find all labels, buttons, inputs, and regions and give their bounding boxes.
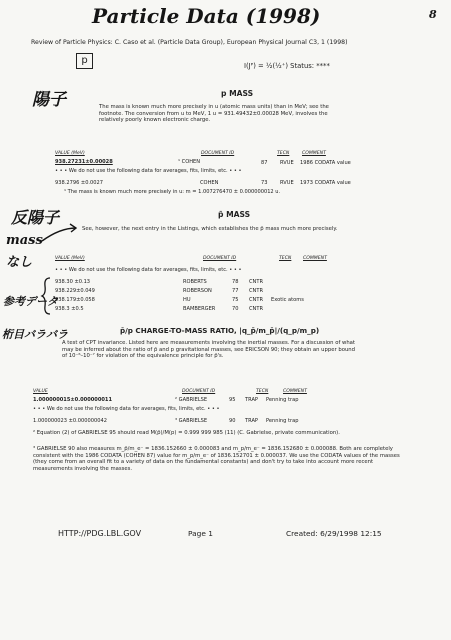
pbar-col-value: VALUE (MeV)	[55, 256, 85, 261]
pbar-col-doc: DOCUMENT ID	[203, 256, 237, 261]
p-mass-intro: The mass is known much more precisely in u (atomic mass units) than in MeV; see the footnote. The conversion from u to MeV, 1 u = 931.49432±0.00028 MeV, involves the relatively poorly known electronic charge.	[99, 104, 329, 124]
row-tecn: TRAP	[245, 418, 259, 424]
row-year: 77	[232, 288, 239, 294]
row-value: 938.27231±0.00028	[55, 159, 113, 165]
row-tecn: CNTR	[249, 279, 264, 285]
footer-page: Page 1	[188, 529, 213, 538]
p-mass-col-doc: DOCUMENT ID	[201, 151, 235, 156]
row-value: 938.2796 ±0.0027	[55, 180, 104, 186]
p-mass-title: p MASS	[221, 89, 254, 98]
row-doc: ROBERTS	[183, 279, 207, 285]
row-value: 1.000000023 ±0.000000042	[33, 418, 107, 424]
row-comment: Exotic atoms	[271, 297, 304, 303]
row-year: 95	[229, 397, 236, 403]
ratio-col-value: VALUE	[33, 389, 48, 394]
row-value: 1.000000015±0.000000011	[33, 397, 113, 403]
row-doc: HU	[183, 297, 191, 303]
footer-created: Created: 6/29/1998 12:15	[286, 529, 382, 538]
pbar-mass-title: p̄ MASS	[218, 210, 251, 219]
row-tecn: TRAP	[245, 397, 259, 403]
particle-box	[76, 53, 93, 69]
pbar-col-comment: COMMENT	[303, 256, 327, 261]
row-year: 70	[232, 306, 239, 312]
row-year: 75	[232, 297, 239, 303]
ratio-col-comment: COMMENT	[283, 389, 307, 394]
handwritten-title: Particle Data (1998)	[92, 4, 321, 28]
particle-symbol: p	[81, 55, 88, 66]
handwritten-reference-data: 参考データ	[3, 295, 58, 308]
ratio-col-tecn: TECN	[256, 389, 269, 394]
ratio-intro: A test of CPT invariance. Listed here are measurements involving the inertial masses. For a discussion of what may be inferred about the ratio of p̄ and p gravitational masses, see ERICSON 90; they obtain an upper bound of 10⁻⁶–10⁻⁷ for violation of the equivalence principle for p̄'s.	[62, 340, 356, 360]
row-comment: Penning trap	[266, 397, 299, 403]
handwritten-page-number: 8	[429, 8, 437, 21]
row-tecn: RVUE	[280, 180, 294, 186]
handwritten-mass-none-2: なし	[6, 255, 33, 270]
ratio-col-doc: DOCUMENT ID	[182, 389, 216, 394]
row-tecn: CNTR	[249, 297, 264, 303]
row-doc: ³ GABRIELSE	[175, 418, 208, 424]
quantum-numbers: I(Jᴾ) = ½(½⁺) Status: ****	[244, 62, 330, 70]
p-mass-col-tecn: TECN	[277, 151, 290, 156]
row-doc: ¹ COHEN	[178, 159, 201, 165]
ratio-footnote-3: ³ GABRIELSE 90 also measures m_p̄/m_e⁻ = 1836.152660 ± 0.000083 and m_p/m_e⁻ = 1836.152680 ± 0.000088. Both are completely consistent with the 1986 CODATA (COHEN 87) value for m_p/m_e⁻ of 1836.152701 ± 0.000037. We use the CODATA values of the masses (they come from an overall fit to a variety of data on the fundamental constants) and don't try to take into account more recent measurements involving the masses.	[33, 446, 400, 472]
row-tecn: CNTR	[249, 306, 264, 312]
row-year: 90	[229, 418, 236, 424]
citation: Review of Particle Physics: C. Caso et al. (Particle Data Group), European Physical Journal C3, 1 (1998)	[31, 39, 348, 46]
pbar-col-tecn: TECN	[279, 256, 292, 261]
pbar-mass-intro: See, however, the next entry in the Listings, which establishes the p̄ mass much more precisely.	[82, 226, 338, 232]
handwritten-antiproton-note: 反陽子	[11, 208, 60, 227]
row-tecn: CNTR	[249, 288, 264, 294]
row-tecn: RVUE	[280, 160, 294, 166]
footer-url[interactable]: HTTP://PDG.LBL.GOV	[58, 529, 142, 538]
pbar-unused-note: • • • We do not use the following data for averages, fits, limits, etc. • • •	[55, 267, 242, 273]
ratio-unused-note: • • • We do not use the following data for averages, fits, limits, etc. • • •	[33, 406, 220, 412]
row-comment: 1973 CODATA value	[300, 180, 351, 186]
row-value: 938.179±0.058	[55, 297, 95, 303]
row-value: 938.30 ±0.13	[55, 279, 91, 285]
p-mass-col-comment: COMMENT	[302, 151, 326, 156]
handwritten-mass-none: mass	[6, 233, 43, 248]
unused-data-note: • • • We do not use the following data for averages, fits, limits, etc. • • •	[55, 168, 242, 174]
row-doc: COHEN	[200, 180, 219, 186]
p-mass-col-value: VALUE (MeV)	[55, 151, 85, 156]
row-doc: ² GABRIELSE	[175, 397, 208, 403]
row-value: 938.229±0.049	[55, 288, 95, 294]
handwritten-digits-scatter: 桁目バラバラ	[2, 328, 68, 341]
ratio-title: p̄/p CHARGE-TO-MASS RATIO, |q_p̄/m_p̄|/(q_p/m_p)	[120, 326, 320, 335]
ratio-footnote-2: ² Equation (2) of GABRIELSE 95 should read M(p̄)/M(p) = 0.999 999 985 (11) (C. Gabrielse, private communication).	[33, 430, 340, 436]
handwritten-proton-note: 陽子	[32, 90, 66, 110]
row-value: 938.3 ±0.5	[55, 306, 84, 312]
row-doc: ROBERSON	[183, 288, 212, 294]
row-year: 73	[261, 180, 268, 186]
row-comment: Penning trap	[266, 418, 299, 424]
row-doc: BAMBERGER	[183, 306, 216, 312]
row-comment: 1986 CODATA value	[300, 160, 351, 166]
row-year: 87	[261, 160, 268, 166]
row-year: 78	[232, 279, 239, 285]
handwritten-arrow	[40, 222, 80, 244]
p-mass-footnote: ¹ The mass is known much more precisely in u: m = 1.007276470 ± 0.000000012 u.	[64, 189, 281, 195]
